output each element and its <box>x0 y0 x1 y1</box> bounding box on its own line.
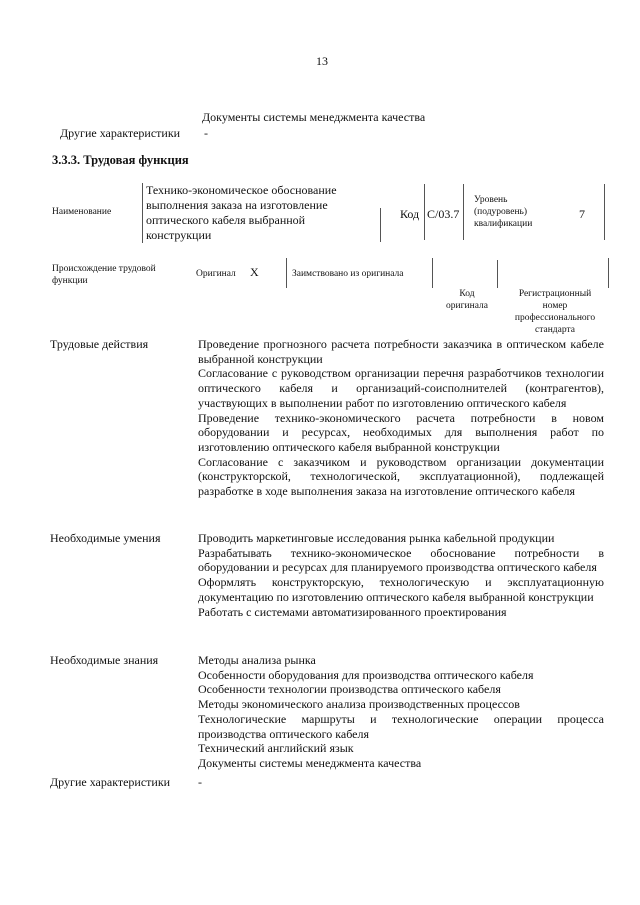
level-label-line: Уровень <box>474 195 508 205</box>
other-value: - <box>198 775 202 789</box>
list-item: Разрабатывать технико-экономическое обоснование потребности в оборудовании и ресурсах для планируемого производства оптического кабеля <box>198 545 604 575</box>
borrowed-right-border <box>432 258 433 288</box>
origin-label-line: Происхождение трудовой <box>52 264 156 274</box>
origin-code-right-border <box>497 260 498 288</box>
name-value-line: оптического кабеля выбранной <box>146 213 306 227</box>
level-label-line: квалификации <box>474 219 533 229</box>
name-value-line: Технико-экономическое обоснование <box>146 183 337 197</box>
code-value: C/03.7 <box>427 207 460 221</box>
reg-number-label-line: номер <box>542 301 568 311</box>
list-item: Согласование с заказчиком и руководством организации документации (конструкторской, технологической, эксплуатационной), подлежащей разработке в ходе выполнения заказа на изготовление оптического кабеля <box>198 454 604 499</box>
origin-code-label-line: Код <box>459 289 475 299</box>
original-label: Оригинал <box>196 269 236 279</box>
origin-label-line: функции <box>52 276 88 286</box>
reg-number-label-line: стандарта <box>535 325 575 335</box>
origin-label <box>52 263 156 287</box>
name-value <box>146 183 376 243</box>
page-number: 13 <box>316 54 328 68</box>
level-value: 7 <box>579 207 585 221</box>
knowledge-label: Необходимые знания <box>50 653 159 667</box>
code-left-border <box>424 184 425 240</box>
list-item: Проводить маркетинговые исследования рынка кабельной продукции <box>198 531 555 545</box>
previous-other-value: - <box>204 126 208 140</box>
level-right-border <box>604 184 605 240</box>
name-value-line: конструкции <box>146 228 212 242</box>
list-item: Работать с системами автоматизированного проектирования <box>198 604 507 619</box>
name-value-right-border <box>380 208 381 242</box>
origin-code-label <box>434 288 500 312</box>
list-item: Оформлять конструкторскую, технологическую и эксплуатационную документацию по изготовлению оптического кабеля выбранной конструкции <box>198 575 604 604</box>
list-item: Особенности технологии производства оптического кабеля <box>198 682 501 697</box>
level-label-line: (подуровень) <box>474 207 528 217</box>
list-item: Методы экономического анализа производственных процессов <box>198 697 520 712</box>
list-item: Проведение технико-экономического расчета потребности в новом оборудовании и ресурсах, необходимых для выполнения работ по изготовлению оптического кабеля выбранной конструкции <box>198 410 604 454</box>
origin-right-border <box>608 258 609 288</box>
other-label: Другие характеристики <box>50 775 171 789</box>
reg-number-label <box>500 288 610 336</box>
actions-list <box>198 337 604 499</box>
list-item: Технический английский язык <box>198 741 354 756</box>
reg-number-label-line: профессионального <box>514 313 596 323</box>
level-label <box>474 194 532 230</box>
origin-code-label-line: оригинала <box>446 301 488 311</box>
name-value-line: выполнения заказа на изготовление <box>146 198 328 212</box>
list-item: Документы системы менеджмента качества <box>198 755 422 770</box>
original-mark: X <box>250 265 259 279</box>
skills-label: Необходимые умения <box>50 531 161 545</box>
previous-other-label: Другие характеристики <box>60 126 181 140</box>
previous-docs-line: Документы системы менеджмента качества <box>202 110 426 124</box>
code-label: Код <box>400 207 420 221</box>
list-item: Согласование с руководством организации перечня разработчиков технологии оптического кабеля и организаций-соисполнителей (контрагентов), участвующих в выполнении работ по изготовлению оптического кабеля <box>198 366 604 410</box>
knowledge-list <box>198 653 604 771</box>
list-item: Технологические маршруты и технологические операции процесса производства оптического кабеля <box>198 711 604 741</box>
section-title: 3.3.3. Трудовая функция <box>52 153 189 167</box>
code-right-border <box>463 184 464 240</box>
list-item: Особенности оборудования для производства оптического кабеля <box>198 667 534 682</box>
reg-number-label-line: Регистрационный <box>518 289 592 299</box>
borrowed-label: Заимствовано из оригинала <box>292 269 404 279</box>
name-label: Наименование <box>52 207 112 217</box>
list-item: Проведение прогнозного расчета потребности заказчика в оптическом кабеле выбранной конструкции <box>198 337 604 366</box>
original-right-border <box>286 258 287 288</box>
list-item: Методы анализа рынка <box>198 653 316 667</box>
actions-label: Трудовые действия <box>50 337 149 351</box>
skills-list <box>198 531 604 619</box>
